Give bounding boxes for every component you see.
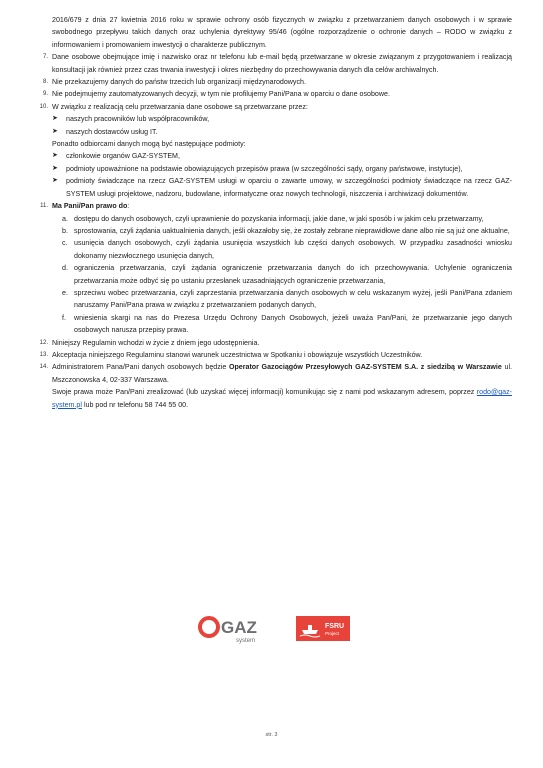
subitem-text: wniesienia skargi na nas do Prezesa Urzędu Ochrony Danych Osobowych, jeżeli uważa Pan/Pani, że przetwarzanie jego danych osobowych narusza przepisy prawa.: [74, 313, 512, 335]
subitem-letter: a.: [62, 214, 68, 223]
item-text: Nie przekazujemy danych do państw trzecich lub organizacji międzynarodowych.: [52, 78, 306, 87]
list-item-10: [39, 101, 512, 113]
administrator-name: Operator Gazociągów Przesyłowych GAZ-SYSTEM S.A. z siedzibą w Warszawie: [228, 363, 502, 372]
gaz-logo-text: GAZ: [221, 618, 257, 637]
list-item-14: [39, 361, 512, 386]
rights-subitem-b: [52, 225, 512, 237]
item-text-pre: Administratorem Pana/Pani danych osobowych będzie: [52, 363, 229, 372]
document-body: [39, 14, 512, 411]
item-text: Akceptacja niniejszego Regulaminu stanowi warunek uczestnictwa w Spotkaniu i obowiązuje wszystkich Uczestników.: [52, 350, 423, 359]
bullet-item: [52, 175, 512, 200]
fsru-logo-graphic: [296, 616, 350, 641]
item-text: Niniejszy Regulamin wchodzi w życie z dniem jego udostępnienia.: [52, 338, 260, 347]
bullet-text: podmioty upoważnione na podstawie obowiązujących przepisów prawa (w szczególności sądy, organy państwowe, instytucje),: [66, 164, 463, 173]
subitem-letter: c.: [62, 239, 68, 248]
gaz-system-logo: [198, 614, 290, 644]
recipients-intro: Ponadto odbiorcami danych mogą być następujące podmioty:: [52, 140, 246, 149]
item-number: 9.: [42, 91, 48, 98]
arrow-bullet-icon: ➤: [52, 115, 58, 123]
bullet-item: [52, 150, 512, 162]
subitem-text: ograniczenia przetwarzania, czyli żądania ograniczenie przetwarzania danych do ich przechowywania. Uchylenie ograniczenia przetwarzania może odbyć się po ustaniu przesłanek uzasadniających ograniczenie przetwarzania,: [74, 264, 512, 285]
item-number: 12.: [39, 339, 48, 346]
subitem-text: sprzeciwu wobec przetwarzania, czyli zaprzestania przetwarzania danych osobowych w celu wskazanym wyżej, jeśli Pani/Pana zdaniem naruszamy Pani/Pana prawa w związku z przetwarzaniem podanych danych,: [74, 288, 512, 310]
subitem-letter: d.: [62, 264, 68, 273]
list-item-9: [42, 88, 512, 100]
fsru-logo-subtext: Project: [325, 631, 340, 636]
footer-logos: [198, 614, 368, 644]
list-item-7: [42, 51, 512, 76]
bullet-item: [52, 126, 512, 138]
rights-subitem-e: [52, 287, 512, 312]
item-text: Nie podejmujemy zautomatyzowanych decyzji, w tym nie profilujemy Pani/Pana w oparciu o dane osobowe.: [52, 90, 390, 99]
rights-subitem-c: [52, 237, 512, 262]
administrator-address: ul. Mszczonowska 4, 02-337 Warszawa.: [52, 363, 512, 384]
rights-heading-colon: :: [127, 202, 130, 211]
email-link[interactable]: rodo@gaz-system.pl: [52, 388, 512, 409]
rights-subitem-a: [52, 213, 512, 225]
bullet-text: członkowie organów GAZ-SYSTEM,: [66, 152, 180, 161]
fsru-project-logo: [296, 616, 350, 641]
item-number: 13.: [39, 351, 48, 358]
arrow-bullet-icon: ➤: [52, 164, 58, 172]
item-number: 11.: [40, 203, 48, 210]
gaz-logo-subtext: system: [236, 638, 256, 644]
contact-text-post: lub pod nr telefonu 58 744 55 00.: [81, 400, 189, 409]
arrow-bullet-icon: ➤: [52, 152, 58, 160]
rights-subitem-f: [52, 312, 512, 337]
arrow-bullet-icon: ➤: [52, 177, 58, 185]
subitem-letter: f.: [62, 313, 66, 322]
fsru-logo-text: FSRU: [325, 623, 345, 630]
item-number: 14.: [39, 364, 48, 371]
bullet-item: [52, 163, 512, 175]
item-number: 8.: [42, 79, 48, 86]
list-item-12: [39, 337, 512, 349]
list-item-11: [40, 200, 512, 212]
rights-heading: Ma Pani/Pan prawo do: [52, 202, 128, 211]
list-item-8: [42, 76, 512, 88]
subitem-letter: e.: [62, 288, 68, 297]
bullet-text: podmioty świadczące na rzecz GAZ-SYSTEM usługi w oparciu o zawarte umowy, w szczególności podmioty świadczące na rzecz GAZ-SYSTEM usługi projektowe, nadzoru, budowlane, informatyczne oraz nowych technologii, niszczenia i archiwizacji dokumentów.: [66, 177, 512, 198]
page-number: str. 3: [265, 732, 278, 738]
subitem-text: sprostowania, czyli żądania uaktualnienia danych, jeśli okazałoby się, że zostały zebrane nieprawidłowe dane albo nie są już one aktualne,: [74, 226, 510, 235]
item-number: 10.: [39, 103, 48, 110]
bullet-item: [52, 113, 512, 125]
subitem-letter: b.: [62, 226, 68, 235]
rights-subitem-d: [52, 262, 512, 287]
bullet-text: naszych pracowników lub współpracowników,: [66, 115, 210, 124]
item-text: W związku z realizacją celu przetwarzania dane osobowe są przetwarzane przez:: [52, 102, 308, 111]
contact-paragraph: [52, 386, 512, 411]
list-item-13: [39, 349, 512, 361]
contact-text-pre: Swoje prawa może Pan/Pani zrealizować (lub uzyskać więcej informacji) komunikując się z nami pod wskazanym adresem, poprzez: [52, 388, 477, 397]
item-text: Dane osobowe obejmujące imię i nazwisko oraz nr telefonu lub e-mail będą przetwarzane w okresie związanym z przygotowaniem i realizacją konsultacji jak również przez czas trwania inwestycji i okres niezbędny do przechowywania danych dla celów archiwalnych.: [52, 53, 512, 74]
subitem-text: dostępu do danych osobowych, czyli uprawnienie do pozyskania informacji, jakie dane, w jaki sposób i w jakim celu przetwarzamy,: [74, 214, 484, 223]
arrow-bullet-icon: ➤: [52, 127, 58, 135]
item-number: 7.: [42, 54, 48, 61]
subitem-text: usunięcia danych osobowych, czyli żądania usunięcia wszystkich lub części danych osobowych. W przypadku zasadności wniosku dokonamy niezwłocznego usunięcia danych,: [74, 239, 512, 260]
bullet-text: naszych dostawców usług IT.: [66, 127, 158, 136]
paragraph-continuation: 2016/679 z dnia 27 kwietnia 2016 roku w sprawie ochrony osób fizycznych w związku z przetwarzaniem danych osobowych i w sprawie swobodnego przepływu takich danych oraz uchylenia dyrektywy 95/46 (ogólne rozporządzenie o ochronie danych – RODO w związku z informowaniem i promowaniem inwestycji o charakterze publicznym.: [52, 16, 512, 49]
